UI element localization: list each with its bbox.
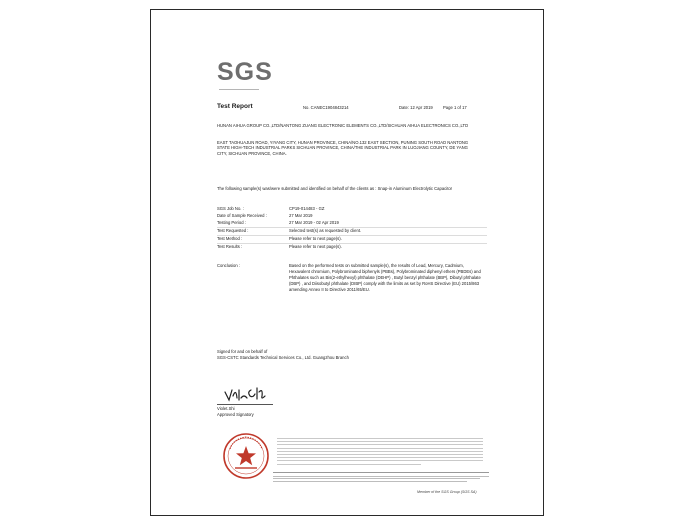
- official-seal: [221, 431, 271, 481]
- logo-underline: [219, 89, 259, 90]
- detail-label: Date of Sample Received :: [217, 213, 267, 218]
- signatory-title: Approved Signatory: [217, 411, 254, 417]
- fineprint-line: [277, 460, 483, 461]
- report-header: [217, 102, 493, 112]
- detail-value: Please refer to next page(s).: [289, 236, 342, 241]
- footer-address-line: [273, 478, 480, 479]
- detail-value: Selected test(s) as requested by client.: [289, 228, 362, 233]
- signed-line-2: SGS-CSTC Standards Technical Services Co., Ltd. Guangzhou Branch: [217, 354, 349, 360]
- signature-rule: [217, 404, 273, 405]
- test-report-page: [213, 10, 493, 515]
- detail-row-received: [217, 213, 487, 220]
- fineprint-line: [277, 451, 483, 452]
- detail-label: Test Results :: [217, 244, 243, 249]
- detail-row-period: [217, 220, 487, 227]
- detail-label: Testing Period :: [217, 220, 246, 225]
- footer-address-line: [273, 481, 467, 482]
- sgs-group-member: Member of the SGS Group (SGS SA): [417, 490, 477, 494]
- signed-line-1: Signed for and on behalf of: [217, 349, 268, 354]
- applicant-names: HUNAN AIHUA GROUP CO.,LTD/NANTONG ZUANG ELECTRONIC ELEMENTS CO.,LTD/SICHUAN AIHUA ELECTRONICS CO.,LTD: [217, 123, 469, 128]
- sample-intro: The following sample(s) was/were submitted and identified on behalf of the clients as : Snap-in Aluminum Electrolytic Capacitor: [217, 186, 453, 191]
- fineprint-line: [277, 441, 483, 442]
- conclusion-label: Conclusion :: [217, 263, 241, 268]
- detail-label: Test Method :: [217, 236, 243, 241]
- footer-rule: [273, 472, 489, 473]
- fineprint-line: [277, 457, 483, 458]
- detail-value: Please refer to next page(s).: [289, 244, 342, 249]
- report-title: Test Report: [217, 103, 253, 110]
- detail-value: 27 Mar 2019: [289, 213, 313, 218]
- fineprint-line: [277, 444, 483, 445]
- detail-label: Test Requested :: [217, 228, 249, 233]
- signatory-block: [217, 406, 254, 417]
- legal-fineprint: [277, 438, 483, 467]
- fineprint-line: [277, 464, 421, 465]
- fineprint-line: [277, 454, 483, 455]
- detail-row-method: [217, 235, 487, 243]
- detail-row-job-no: [217, 206, 487, 213]
- detail-row-requested: [217, 227, 487, 235]
- fineprint-line: [277, 448, 483, 449]
- sgs-logo: SGS: [217, 58, 273, 86]
- fineprint-line: [277, 438, 483, 439]
- page-count: Page 1 of 17: [443, 105, 467, 110]
- detail-value: CP19-014483 - GZ: [289, 206, 325, 211]
- detail-value: 27 Mar 2019 - 02 Apr 2019: [289, 220, 339, 225]
- signatory-name: Violet.Shi: [217, 406, 235, 411]
- applicant-addresses: EAST TAOHUAJUN ROAD, YIYANG CITY, HUNAN PROVINCE, CHINA/NO.132 EAST SECTION, PUNING SOUTH ROAD NANTONG STATE HIGH-TECH INDUSTRIAL PARKS SICHUAN PROVINCE, CHINA/THE INDUSTRIAL PARK IN LUOJIANG COUNTY, DE YANG CITY, SICHUAN PROVINCE, CHINA.: [217, 140, 469, 156]
- footer-address: [273, 474, 489, 483]
- report-details: [217, 206, 487, 251]
- report-number: No. CANEC1904843214: [303, 105, 349, 110]
- handwritten-signature: [223, 384, 271, 404]
- signed-on-behalf: [217, 349, 349, 360]
- report-date: Date: 12 Apr 2019: [399, 105, 433, 110]
- document-frame: [150, 9, 544, 516]
- conclusion-text: Based on the performed tests on submitted sample(s), the results of Lead, Mercury, Cadmium, Hexavalent chromium, Polybrominated biphenyls (PBBs), Polybrominated diphenyl ethers (PBDEs) and Phthalates such as Bis(2-ethylhexyl) phthalate (DEHP) , Butyl benzyl phthalate (BBP), Dibutyl phthalate (DBP) , and Diisobutyl phthalate (DIBP) comply with the limits as set by RoHS Directive (EU) 2015/863 amending Annex II to Directive 2011/65/EU.: [289, 263, 481, 293]
- detail-row-results: [217, 243, 487, 251]
- detail-label: SGS Job No. :: [217, 206, 244, 211]
- footer-address-line: [273, 476, 489, 477]
